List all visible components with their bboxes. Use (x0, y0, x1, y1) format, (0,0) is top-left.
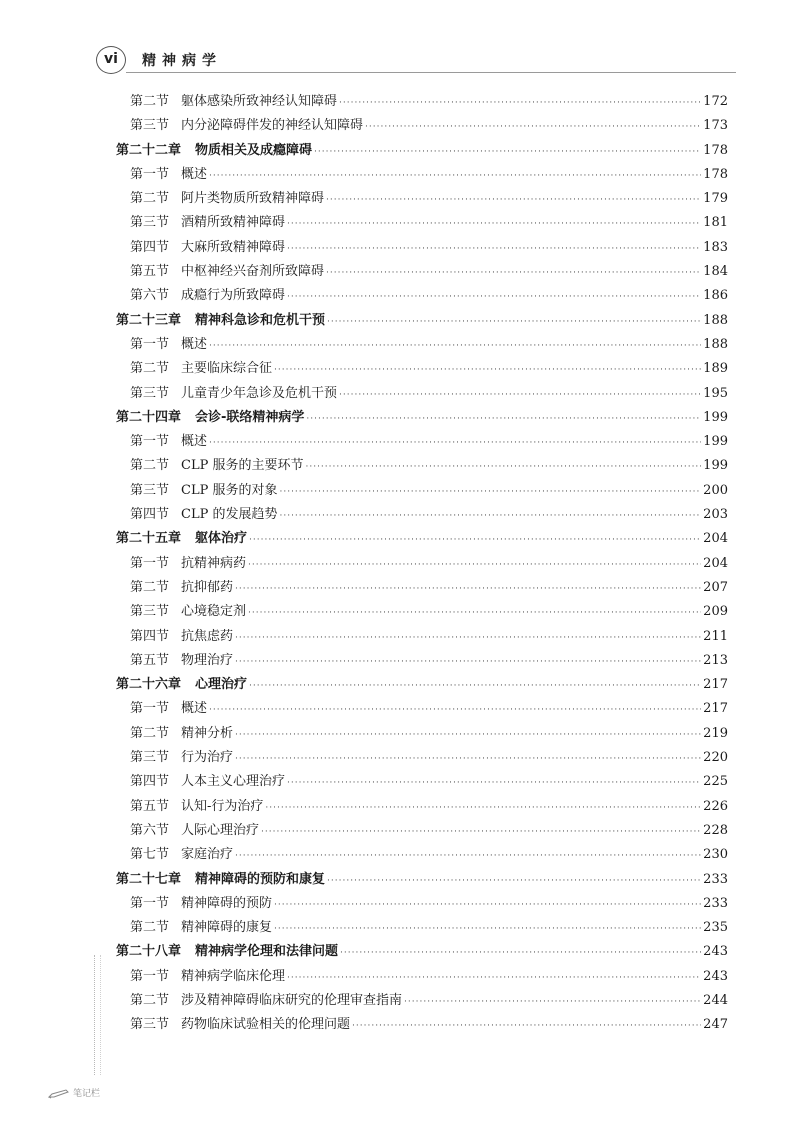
toc-page-number: 235 (703, 920, 728, 936)
toc-dot-leader (279, 480, 701, 504)
toc-entry-title: 抗精神病药 (181, 555, 247, 571)
toc-entry-number: 第三节 (130, 118, 170, 134)
toc-dot-leader (287, 212, 701, 236)
toc-section-row[interactable] (116, 479, 728, 503)
toc-dot-leader (287, 771, 701, 795)
toc-section-row[interactable] (116, 892, 728, 916)
toc-entry-number: 第五节 (130, 798, 170, 814)
toc-entry-label (116, 503, 277, 527)
toc-entry-label (116, 892, 272, 916)
toc-page-number: 233 (703, 871, 728, 887)
toc-entry-number: 第二十六章 (116, 677, 182, 693)
toc-chapter-row[interactable] (116, 868, 728, 892)
toc-page-number: 226 (703, 798, 728, 814)
page-header (96, 46, 736, 76)
toc-entry-title: 酒精所致精神障碍 (181, 215, 286, 231)
toc-dot-leader (339, 383, 701, 407)
toc-entry-number: 第二十五章 (116, 531, 182, 547)
toc-page-number: 199 (703, 458, 728, 474)
toc-chapter-row[interactable] (116, 139, 728, 163)
toc-page-number: 204 (703, 531, 728, 547)
toc-section-row[interactable] (116, 260, 728, 284)
toc-page-number: 172 (703, 94, 728, 109)
toc-entry-number: 第二十三章 (116, 312, 182, 328)
toc-entry-title: 人际心理治疗 (181, 822, 260, 838)
toc-entry-title: 躯体治疗 (195, 531, 248, 547)
toc-entry-number: 第三节 (130, 482, 170, 498)
toc-entry-title: 人本主义心理治疗 (181, 774, 286, 790)
toc-chapter-row[interactable] (116, 309, 728, 333)
toc-page-number: 244 (703, 992, 728, 1008)
toc-entry-title: 精神障碍的康复 (181, 920, 273, 936)
toc-entry-label (116, 284, 285, 308)
toc-entry-number: 第四节 (130, 239, 170, 255)
pen-icon (48, 1089, 70, 1099)
toc-entry-number: 第四节 (130, 507, 170, 523)
toc-entry-title: 物理治疗 (181, 652, 234, 668)
toc-entry-number: 第一节 (130, 895, 170, 911)
toc-dot-leader (235, 650, 701, 674)
toc-entry-number: 第五节 (130, 264, 170, 280)
toc-entry-title: 内分泌障碍伴发的神经认知障碍 (181, 118, 364, 134)
toc-entry-title: 物质相关及成瘾障碍 (195, 142, 313, 158)
toc-entry-label (116, 309, 325, 333)
toc-entry-label (116, 211, 285, 235)
toc-entry-title: 精神病学伦理和法律问题 (195, 944, 339, 960)
toc-entry-number: 第一节 (130, 968, 170, 984)
toc-section-row[interactable] (116, 697, 728, 721)
margin-note (48, 1086, 100, 1099)
toc-page-number: 200 (703, 482, 728, 498)
toc-page-number: 199 (703, 434, 728, 450)
toc-page-number: 217 (703, 677, 728, 693)
toc-entry-title: CLP 服务的对象 (181, 482, 278, 498)
toc-section-row[interactable] (116, 211, 728, 235)
toc-entry-title: 行为治疗 (181, 750, 234, 766)
toc-page-number: 179 (703, 191, 728, 207)
toc-entry-title: 涉及精神障碍临床研究的伦理审查指南 (181, 992, 403, 1008)
toc-entry-label (116, 114, 363, 138)
margin-rule-inner (100, 955, 101, 1075)
toc-entry-number: 第二节 (130, 992, 170, 1008)
toc-entry-label (116, 843, 233, 867)
toc-page-number: 183 (703, 239, 728, 255)
toc-entry-label (116, 600, 246, 624)
toc-entry-label (116, 697, 207, 721)
toc-section-row[interactable] (116, 746, 728, 770)
toc-entry-number: 第一节 (130, 336, 170, 352)
toc-section-row[interactable] (116, 187, 728, 211)
toc-entry-title: 躯体感染所致神经认知障碍 (181, 94, 338, 109)
toc-entry-number: 第四节 (130, 628, 170, 644)
toc-entry-number: 第二节 (130, 94, 170, 109)
toc-page-number: 181 (703, 215, 728, 231)
book-title: 精神病学 (142, 53, 222, 69)
toc-entry-label (116, 722, 233, 746)
toc-page-number: 247 (703, 1017, 728, 1033)
toc-section-row[interactable] (116, 989, 728, 1013)
toc-page-number: 207 (703, 579, 728, 595)
toc-section-row[interactable] (116, 503, 728, 527)
toc-dot-leader (306, 407, 701, 431)
toc-entry-number: 第二十四章 (116, 409, 182, 425)
toc-entry-title: 概述 (181, 701, 208, 717)
toc-entry-title: 阿片类物质所致精神障碍 (181, 191, 325, 207)
toc-page-number: 204 (703, 555, 728, 571)
toc-dot-leader (339, 91, 701, 115)
toc-dot-leader (209, 698, 701, 722)
toc-dot-leader (249, 674, 701, 698)
toc-entry-label (116, 90, 337, 114)
toc-dot-leader (249, 528, 701, 552)
toc-section-row[interactable] (116, 357, 728, 381)
toc-entry-label (116, 965, 285, 989)
toc-dot-leader (279, 504, 701, 528)
toc-page-number: 225 (703, 774, 728, 790)
toc-dot-leader (248, 553, 701, 577)
toc-entry-label (116, 357, 272, 381)
toc-entry-label (116, 868, 325, 892)
toc-entry-title: CLP 的发展趋势 (181, 507, 278, 523)
toc-entry-label (116, 333, 207, 357)
toc-chapter-row[interactable] (116, 673, 728, 697)
toc-chapter-row[interactable] (116, 527, 728, 551)
toc-entry-title: 认知-行为治疗 (181, 798, 264, 814)
toc-dot-leader (287, 285, 701, 309)
toc-entry-label (116, 454, 303, 478)
toc-entry-number: 第二节 (130, 579, 170, 595)
toc-dot-leader (327, 869, 701, 893)
toc-entry-number: 第二节 (130, 361, 170, 377)
toc-entry-number: 第三节 (130, 215, 170, 231)
toc-dot-leader (209, 431, 701, 455)
toc-entry-label (116, 187, 324, 211)
toc-entry-label (116, 746, 233, 770)
toc-entry-number: 第三节 (130, 385, 170, 401)
toc-page-number: 178 (703, 142, 728, 158)
toc-entry-number: 第五节 (130, 652, 170, 668)
toc-page-number: 211 (703, 628, 728, 644)
toc-dot-leader (404, 990, 701, 1014)
toc-dot-leader (265, 796, 701, 820)
toc-dot-leader (235, 723, 701, 747)
toc-dot-leader (209, 164, 701, 188)
toc-entry-number: 第二节 (130, 458, 170, 474)
toc-section-row[interactable] (116, 552, 728, 576)
toc-dot-leader (274, 358, 701, 382)
toc-dot-leader (365, 115, 701, 139)
toc-entry-label (116, 989, 402, 1013)
toc-dot-leader (305, 455, 701, 479)
toc-entry-label (116, 649, 233, 673)
toc-entry-number: 第二节 (130, 725, 170, 741)
toc-entry-number: 第二十七章 (116, 871, 182, 887)
toc-page-number: 233 (703, 895, 728, 911)
toc-section-row[interactable] (116, 576, 728, 600)
toc-page-number: 184 (703, 264, 728, 280)
toc-dot-leader (261, 820, 701, 844)
toc-entry-title: 家庭治疗 (181, 847, 234, 863)
toc-entry-title: 主要临床综合征 (181, 361, 273, 377)
toc-entry-title: 概述 (181, 166, 208, 182)
toc-entry-number: 第三节 (130, 604, 170, 620)
toc-entry-label (116, 940, 338, 964)
toc-page-number: 230 (703, 847, 728, 863)
toc-entry-title: CLP 服务的主要环节 (181, 458, 304, 474)
toc-page-number: 228 (703, 822, 728, 838)
toc-entry-label (116, 163, 207, 187)
toc-section-row[interactable] (116, 600, 728, 624)
toc-section-row[interactable] (116, 430, 728, 454)
toc-page-number: 217 (703, 701, 728, 717)
toc-section-row[interactable] (116, 649, 728, 673)
toc-page-number: 188 (703, 312, 728, 328)
toc-section-row[interactable] (116, 382, 728, 406)
toc-entry-title: 精神病学临床伦理 (181, 968, 286, 984)
toc-dot-leader (274, 917, 701, 941)
toc-section-row[interactable] (116, 90, 728, 114)
toc-entry-number: 第三节 (130, 750, 170, 766)
toc-entry-number: 第二节 (130, 920, 170, 936)
toc-entry-title: 精神科急诊和危机干预 (195, 312, 326, 328)
toc-entry-label (116, 479, 277, 503)
toc-entry-number: 第一节 (130, 555, 170, 571)
toc-entry-number: 第二十二章 (116, 142, 182, 158)
toc-dot-leader (274, 893, 701, 917)
toc-page-number: 186 (703, 288, 728, 304)
toc-dot-leader (235, 844, 701, 868)
toc-section-row[interactable] (116, 916, 728, 940)
toc-entry-number: 第四节 (130, 774, 170, 790)
toc-entry-number: 第二十八章 (116, 944, 182, 960)
toc-entry-label (116, 795, 263, 819)
toc-page-number: 203 (703, 507, 728, 523)
toc-dot-leader (235, 577, 701, 601)
toc-entry-number: 第三节 (130, 1017, 170, 1033)
toc-section-row[interactable] (116, 454, 728, 478)
toc-entry-title: 抗焦虑药 (181, 628, 234, 644)
toc-section-row[interactable] (116, 236, 728, 260)
toc-section-row[interactable] (116, 722, 728, 746)
toc-entry-label (116, 576, 233, 600)
toc-entry-label (116, 552, 246, 576)
toc-entry-label (116, 236, 285, 260)
toc-entry-title: 会诊-联络精神病学 (195, 409, 305, 425)
toc-page-number: 213 (703, 652, 728, 668)
toc-dot-leader (326, 261, 701, 285)
table-of-contents (116, 90, 728, 1038)
toc-page-number: 188 (703, 336, 728, 352)
toc-entry-title: 药物临床试验相关的伦理问题 (181, 1017, 351, 1033)
toc-dot-leader (352, 1014, 701, 1038)
toc-dot-leader (326, 188, 701, 212)
toc-entry-title: 精神分析 (181, 725, 234, 741)
toc-dot-leader (314, 140, 701, 164)
toc-entry-label (116, 916, 272, 940)
toc-dot-leader (248, 601, 701, 625)
toc-entry-label (116, 770, 285, 794)
toc-page-number: 219 (703, 725, 728, 741)
page-number-badge: vi (96, 46, 126, 74)
toc-page-number: 209 (703, 604, 728, 620)
toc-section-row[interactable] (116, 114, 728, 138)
toc-section-row[interactable] (116, 1013, 728, 1037)
toc-section-row[interactable] (116, 625, 728, 649)
toc-entry-title: 成瘾行为所致障碍 (181, 288, 286, 304)
toc-chapter-row[interactable] (116, 406, 728, 430)
margin-note-label: 笔记栏 (73, 1089, 101, 1099)
toc-entry-title: 心境稳定剂 (181, 604, 247, 620)
toc-section-row[interactable] (116, 819, 728, 843)
toc-entry-title: 精神障碍的预防和康复 (195, 871, 326, 887)
toc-entry-label (116, 260, 324, 284)
toc-entry-title: 儿童青少年急诊及危机干预 (181, 385, 338, 401)
toc-section-row[interactable] (116, 965, 728, 989)
toc-entry-title: 大麻所致精神障碍 (181, 239, 286, 255)
header-rule (126, 72, 736, 73)
toc-entry-label (116, 1013, 350, 1037)
toc-dot-leader (327, 310, 701, 334)
toc-entry-label (116, 139, 312, 163)
toc-dot-leader (287, 237, 701, 261)
toc-entry-label (116, 673, 247, 697)
toc-entry-number: 第七节 (130, 847, 170, 863)
toc-entry-title: 概述 (181, 434, 208, 450)
toc-entry-label (116, 406, 304, 430)
toc-entry-title: 抗抑郁药 (181, 579, 234, 595)
toc-page-number: 189 (703, 361, 728, 377)
toc-page-number: 195 (703, 385, 728, 401)
toc-section-row[interactable] (116, 843, 728, 867)
toc-section-row[interactable] (116, 795, 728, 819)
toc-page-number: 243 (703, 968, 728, 984)
toc-entry-number: 第一节 (130, 166, 170, 182)
toc-entry-number: 第六节 (130, 288, 170, 304)
toc-section-row[interactable] (116, 333, 728, 357)
toc-page-number: 199 (703, 409, 728, 425)
toc-page-number: 220 (703, 750, 728, 766)
toc-page-number: 178 (703, 166, 728, 182)
toc-entry-number: 第六节 (130, 822, 170, 838)
toc-entry-label (116, 819, 259, 843)
toc-page-number: 173 (703, 118, 728, 134)
toc-entry-label (116, 625, 233, 649)
toc-entry-number: 第二节 (130, 191, 170, 207)
toc-entry-label (116, 527, 247, 551)
toc-entry-label (116, 430, 207, 454)
toc-entry-title: 中枢神经兴奋剂所致障碍 (181, 264, 325, 280)
toc-entry-label (116, 382, 337, 406)
toc-page-number: 243 (703, 944, 728, 960)
margin-rule (94, 955, 95, 1075)
toc-entry-title: 心理治疗 (195, 677, 248, 693)
toc-dot-leader (340, 941, 701, 965)
toc-dot-leader (235, 626, 701, 650)
toc-dot-leader (209, 334, 701, 358)
toc-entry-number: 第一节 (130, 701, 170, 717)
toc-section-row[interactable] (116, 770, 728, 794)
toc-entry-title: 精神障碍的预防 (181, 895, 273, 911)
toc-dot-leader (287, 966, 701, 990)
toc-section-row[interactable] (116, 284, 728, 308)
toc-entry-title: 概述 (181, 336, 208, 352)
toc-section-row[interactable] (116, 163, 728, 187)
toc-dot-leader (235, 747, 701, 771)
toc-chapter-row[interactable] (116, 940, 728, 964)
toc-entry-number: 第一节 (130, 434, 170, 450)
